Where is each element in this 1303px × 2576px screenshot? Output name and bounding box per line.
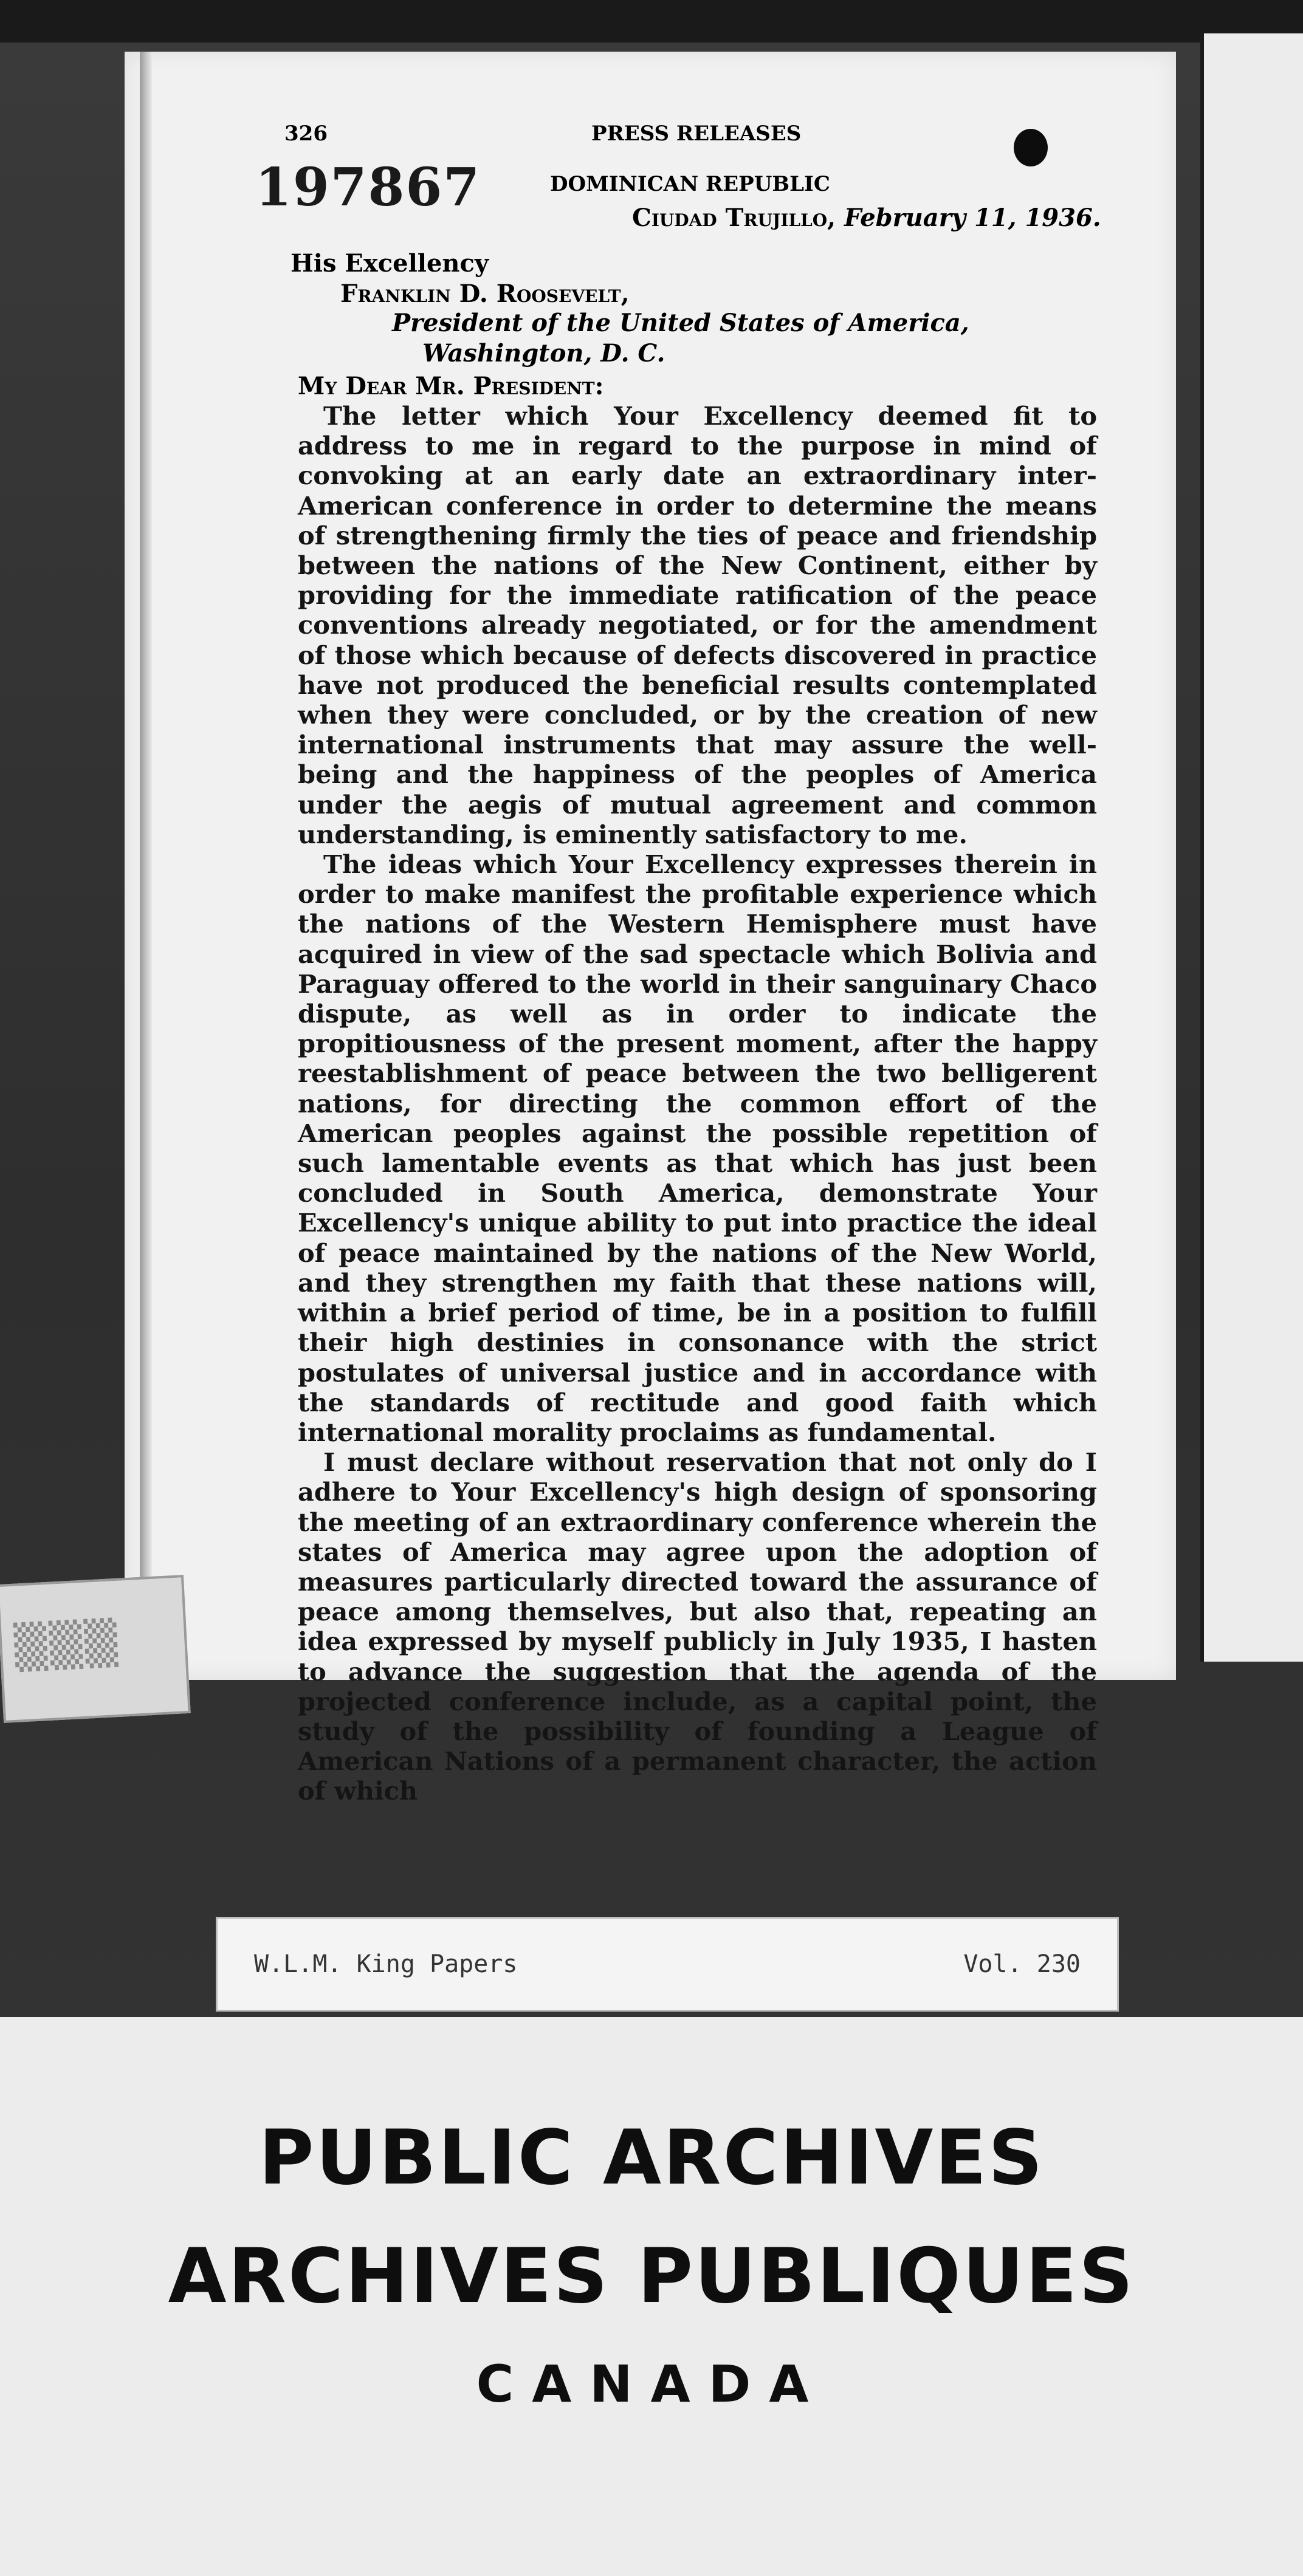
paragraph-2: The ideas which Your Excellency expresses therein in order to make manifest the profitable experience which the nations of the Western Hemisphere must have acquired in view of the sad spectacle which Bolivia and Paraguay offered to the world in their sanguinary Chaco dispute, as well as in order to indicate the propitiousness of the present moment, after the happy reestablishment of peace between the two belligerent nations, for directing the common effort of the American peoples against the possible repetition of such lamentable events as that which has just been concluded in South America, demonstrate Your Excellency's unique ability to put into practice the ideal of peace maintained by the nations of the New World, and they strengthen my faith that these nations will, within a brief period of time, be in a position to fulfill their high destinies in consonance with the strict postulates of universal justice and in accordance with the standards of rectitude and good faith which international morality proclaims as fundamental. xyxy=(298,849,1097,1447)
collection-label xyxy=(216,1917,1119,2012)
address-line-2: Franklin D. Roosevelt, xyxy=(340,279,630,308)
facing-page-edge xyxy=(1200,33,1303,1662)
paragraph-3: I must declare without reservation that not only do I adhere to Your Excellency's high design of sponsoring the meeting of an extraordinary conference wherein the states of America may agree upon the adoption of measures particularly directed toward the assurance of peace among themselves, but also that, repeating an idea expressed by myself publicly in July 1935, I hasten to advance the suggestion that the agenda of the projected conference include, as a capital point, the study of the possibility of founding a League of American Nations of a permanent character, the action of which xyxy=(298,1447,1097,1806)
document-stamp-number: 197867 xyxy=(255,157,481,218)
archive-line-english: PUBLIC ARCHIVES xyxy=(258,2114,1045,2202)
address-line-3: President of the United States of America, xyxy=(392,309,969,337)
letter-country: DOMINICAN REPUBLIC xyxy=(550,172,830,196)
paragraph-1: The letter which Your Excellency deemed fit to address to me in regard to the purpose in mind of convoking at an early date an extraordinary inter-American conference in order to determine the means of strengthening firmly the ties of peace and friendship between the nations of the New Continent, either by providing for the immediate ratification of the peace conventions already negotiated, or for the amendment of those which because of defects discovered in practice have not produced the beneficial results contemplated when they were concluded, or by the creation of new international instruments that may assure the well-being and the happiness of the peoples of America under the aegis of mutual agreement and common understanding, is eminently satisfactory to me. xyxy=(298,401,1097,849)
dateline-place: Ciudad Trujillo, xyxy=(632,204,836,232)
address-line-1: His Excellency xyxy=(291,249,489,278)
running-title: PRESS RELEASES xyxy=(591,122,802,146)
running-head xyxy=(284,122,1105,152)
archive-credit-panel xyxy=(0,2017,1303,2576)
salutation: My Dear Mr. President: xyxy=(298,372,604,400)
film-top-border xyxy=(0,0,1303,43)
dateline-date: February 11, 1936. xyxy=(844,204,1101,232)
address-line-4: Washington, D. C. xyxy=(422,339,665,368)
archive-line-country: CANADA xyxy=(476,2354,827,2414)
collection-name: W.L.M. King Papers xyxy=(254,1950,518,1978)
letter-body xyxy=(298,401,1097,1806)
tab-marking: ▒▒▒ xyxy=(13,1617,122,1673)
archive-line-french: ARCHIVES PUBLIQUES xyxy=(168,2233,1135,2320)
page-number: 326 xyxy=(284,122,328,146)
volume-number: Vol. 230 xyxy=(963,1950,1081,1978)
dateline xyxy=(632,204,1101,232)
paper-tab xyxy=(0,1575,191,1723)
page-binding-edge xyxy=(140,52,152,1583)
